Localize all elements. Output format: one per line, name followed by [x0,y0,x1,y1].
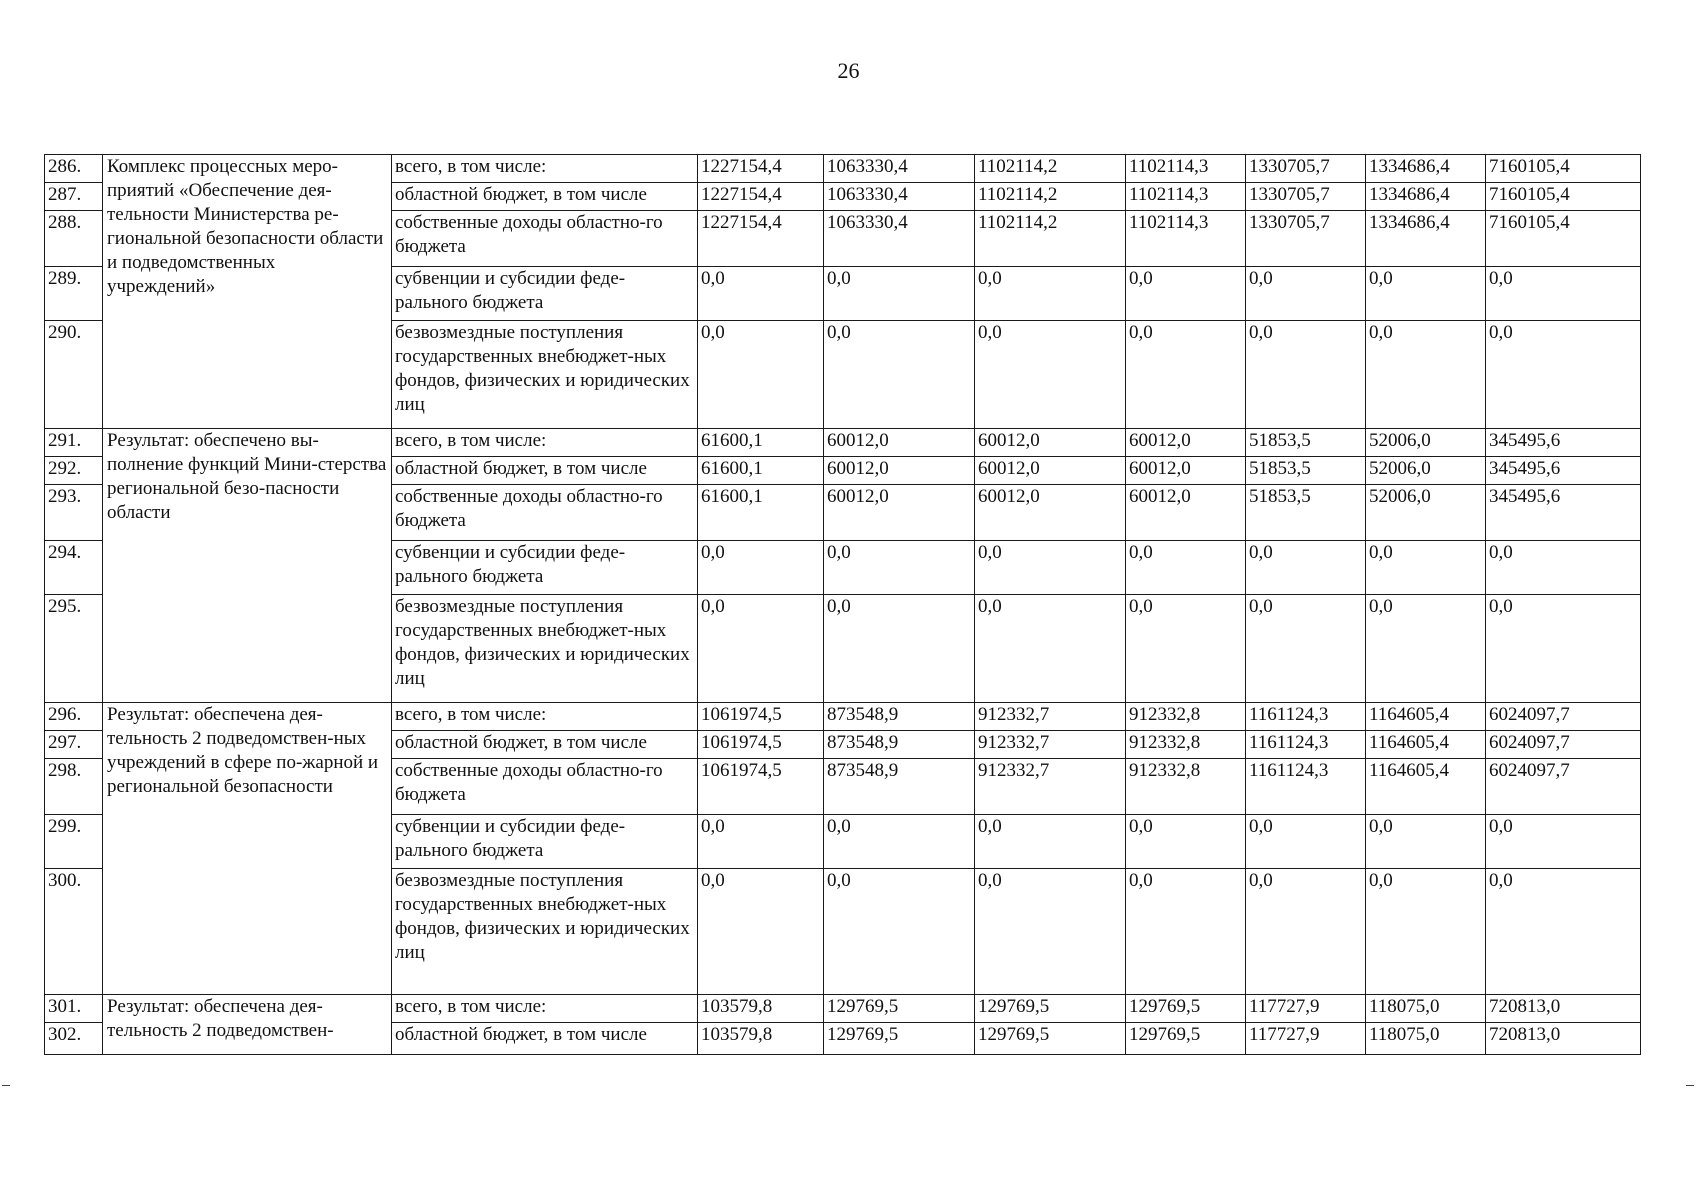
total-value: 0,0 [1486,541,1641,595]
total-value: 345495,6 [1486,457,1641,485]
year-value: 0,0 [1246,595,1366,703]
year-value: 1161124,3 [1246,731,1366,759]
year-value: 0,0 [824,815,975,869]
year-value: 1161124,3 [1246,759,1366,815]
total-value: 6024097,7 [1486,731,1641,759]
funding-source: областной бюджет, в том числе [392,1023,698,1055]
row-number: 300. [45,869,103,995]
total-value: 0,0 [1486,595,1641,703]
year-value: 60012,0 [975,485,1126,541]
year-value: 0,0 [1246,321,1366,429]
row-number: 286. [45,155,103,183]
total-value: 0,0 [1486,267,1641,321]
year-value: 60012,0 [1126,429,1246,457]
table-row [45,995,1641,1023]
funding-source: всего, в том числе: [392,995,698,1023]
row-number: 293. [45,485,103,541]
year-value: 1063330,4 [824,155,975,183]
year-value: 0,0 [1126,869,1246,995]
year-value: 0,0 [1366,267,1486,321]
funding-source: безвозмездные поступления государственных внебюджет-ных фондов, физических и юридических лиц [392,869,698,995]
funding-source: всего, в том числе: [392,155,698,183]
year-value: 0,0 [1246,869,1366,995]
year-value: 1061974,5 [698,703,824,731]
year-value: 0,0 [1126,541,1246,595]
budget-table [44,154,1641,1055]
row-number: 294. [45,541,103,595]
year-value: 1330705,7 [1246,155,1366,183]
funding-source: областной бюджет, в том числе [392,183,698,211]
year-value: 0,0 [824,541,975,595]
year-value: 0,0 [1366,541,1486,595]
year-value: 0,0 [824,321,975,429]
total-value: 7160105,4 [1486,211,1641,267]
year-value: 1061974,5 [698,731,824,759]
funding-source: областной бюджет, в том числе [392,731,698,759]
year-value: 51853,5 [1246,457,1366,485]
year-value: 1102114,2 [975,211,1126,267]
year-value: 52006,0 [1366,429,1486,457]
year-value: 51853,5 [1246,429,1366,457]
year-value: 0,0 [698,321,824,429]
year-value: 129769,5 [824,1023,975,1055]
year-value: 129769,5 [824,995,975,1023]
year-value: 103579,8 [698,995,824,1023]
year-value: 912332,8 [1126,731,1246,759]
year-value: 873548,9 [824,703,975,731]
year-value: 0,0 [824,595,975,703]
year-value: 1063330,4 [824,183,975,211]
row-number: 301. [45,995,103,1023]
year-value: 117727,9 [1246,995,1366,1023]
year-value: 61600,1 [698,457,824,485]
year-value: 0,0 [824,869,975,995]
year-value: 52006,0 [1366,457,1486,485]
year-value: 0,0 [1126,595,1246,703]
row-number: 287. [45,183,103,211]
row-number: 302. [45,1023,103,1055]
year-value: 1164605,4 [1366,703,1486,731]
total-value: 0,0 [1486,869,1641,995]
year-value: 1227154,4 [698,211,824,267]
year-value: 0,0 [1246,815,1366,869]
year-value: 61600,1 [698,429,824,457]
year-value: 129769,5 [1126,1023,1246,1055]
year-value: 129769,5 [975,1023,1126,1055]
year-value: 912332,7 [975,759,1126,815]
year-value: 0,0 [698,869,824,995]
year-value: 0,0 [1366,321,1486,429]
year-value: 1227154,4 [698,155,824,183]
year-value: 103579,8 [698,1023,824,1055]
year-value: 1334686,4 [1366,211,1486,267]
year-value: 1227154,4 [698,183,824,211]
funding-source: собственные доходы областно-го бюджета [392,485,698,541]
year-value: 0,0 [1126,267,1246,321]
total-value: 6024097,7 [1486,703,1641,731]
table-row [45,155,1641,183]
year-value: 0,0 [698,267,824,321]
funding-source: субвенции и субсидии феде-рального бюджета [392,541,698,595]
row-number: 299. [45,815,103,869]
year-value: 0,0 [1366,595,1486,703]
margin-tick-right [1686,1085,1694,1086]
funding-source: субвенции и субсидии феде-рального бюджета [392,267,698,321]
activity-name: Результат: обеспечена дея-тельность 2 подведомствен- [103,995,392,1055]
year-value: 1164605,4 [1366,759,1486,815]
year-value: 873548,9 [824,731,975,759]
year-value: 0,0 [824,267,975,321]
year-value: 1063330,4 [824,211,975,267]
year-value: 0,0 [698,541,824,595]
year-value: 0,0 [975,267,1126,321]
margin-tick-left [2,1085,10,1086]
funding-source: областной бюджет, в том числе [392,457,698,485]
activity-name: Результат: обеспечена дея-тельность 2 подведомствен-ных учреждений в сфере по-жарной и региональной безопасности [103,703,392,995]
year-value: 0,0 [975,869,1126,995]
year-value: 1161124,3 [1246,703,1366,731]
total-value: 6024097,7 [1486,759,1641,815]
total-value: 720813,0 [1486,995,1641,1023]
year-value: 118075,0 [1366,995,1486,1023]
year-value: 60012,0 [1126,485,1246,541]
year-value: 0,0 [1366,869,1486,995]
year-value: 60012,0 [824,457,975,485]
year-value: 0,0 [1126,815,1246,869]
total-value: 7160105,4 [1486,183,1641,211]
year-value: 118075,0 [1366,1023,1486,1055]
year-value: 873548,9 [824,759,975,815]
year-value: 912332,8 [1126,759,1246,815]
row-number: 290. [45,321,103,429]
year-value: 0,0 [975,541,1126,595]
funding-source: собственные доходы областно-го бюджета [392,759,698,815]
year-value: 0,0 [1366,815,1486,869]
activity-name: Результат: обеспечено вы-полнение функций Мини-стерства региональной безо-пасности области [103,429,392,703]
year-value: 129769,5 [975,995,1126,1023]
total-value: 0,0 [1486,815,1641,869]
row-number: 292. [45,457,103,485]
row-number: 295. [45,595,103,703]
year-value: 0,0 [975,595,1126,703]
row-number: 289. [45,267,103,321]
year-value: 0,0 [698,815,824,869]
year-value: 0,0 [975,815,1126,869]
year-value: 52006,0 [1366,485,1486,541]
year-value: 0,0 [975,321,1126,429]
funding-source: всего, в том числе: [392,429,698,457]
row-number: 296. [45,703,103,731]
total-value: 720813,0 [1486,1023,1641,1055]
year-value: 1334686,4 [1366,155,1486,183]
funding-source: безвозмездные поступления государственных внебюджет-ных фондов, физических и юридических лиц [392,321,698,429]
year-value: 0,0 [1246,267,1366,321]
year-value: 1102114,3 [1126,211,1246,267]
table-row [45,429,1641,457]
row-number: 291. [45,429,103,457]
year-value: 61600,1 [698,485,824,541]
total-value: 0,0 [1486,321,1641,429]
year-value: 0,0 [1126,321,1246,429]
year-value: 912332,8 [1126,703,1246,731]
total-value: 7160105,4 [1486,155,1641,183]
total-value: 345495,6 [1486,485,1641,541]
funding-source: субвенции и субсидии феде-рального бюджета [392,815,698,869]
funding-source: безвозмездные поступления государственных внебюджет-ных фондов, физических и юридических лиц [392,595,698,703]
row-number: 288. [45,211,103,267]
year-value: 912332,7 [975,731,1126,759]
year-value: 1102114,2 [975,183,1126,211]
year-value: 1330705,7 [1246,211,1366,267]
row-number: 297. [45,731,103,759]
year-value: 912332,7 [975,703,1126,731]
year-value: 1330705,7 [1246,183,1366,211]
year-value: 117727,9 [1246,1023,1366,1055]
funding-source: собственные доходы областно-го бюджета [392,211,698,267]
year-value: 1334686,4 [1366,183,1486,211]
page-number: 26 [837,58,860,83]
table-body [45,155,1641,1055]
year-value: 1061974,5 [698,759,824,815]
year-value: 60012,0 [824,429,975,457]
year-value: 1102114,3 [1126,155,1246,183]
funding-source: всего, в том числе: [392,703,698,731]
activity-name: Комплекс процессных меро-приятий «Обеспечение дея-тельности Министерства ре-гиональной безопасности области и подведомственных учреждений» [103,155,392,429]
row-number: 298. [45,759,103,815]
year-value: 60012,0 [975,457,1126,485]
year-value: 129769,5 [1126,995,1246,1023]
year-value: 60012,0 [975,429,1126,457]
year-value: 0,0 [698,595,824,703]
year-value: 51853,5 [1246,485,1366,541]
year-value: 1102114,2 [975,155,1126,183]
year-value: 60012,0 [824,485,975,541]
total-value: 345495,6 [1486,429,1641,457]
year-value: 60012,0 [1126,457,1246,485]
year-value: 0,0 [1246,541,1366,595]
year-value: 1102114,3 [1126,183,1246,211]
year-value: 1164605,4 [1366,731,1486,759]
table-row [45,703,1641,731]
